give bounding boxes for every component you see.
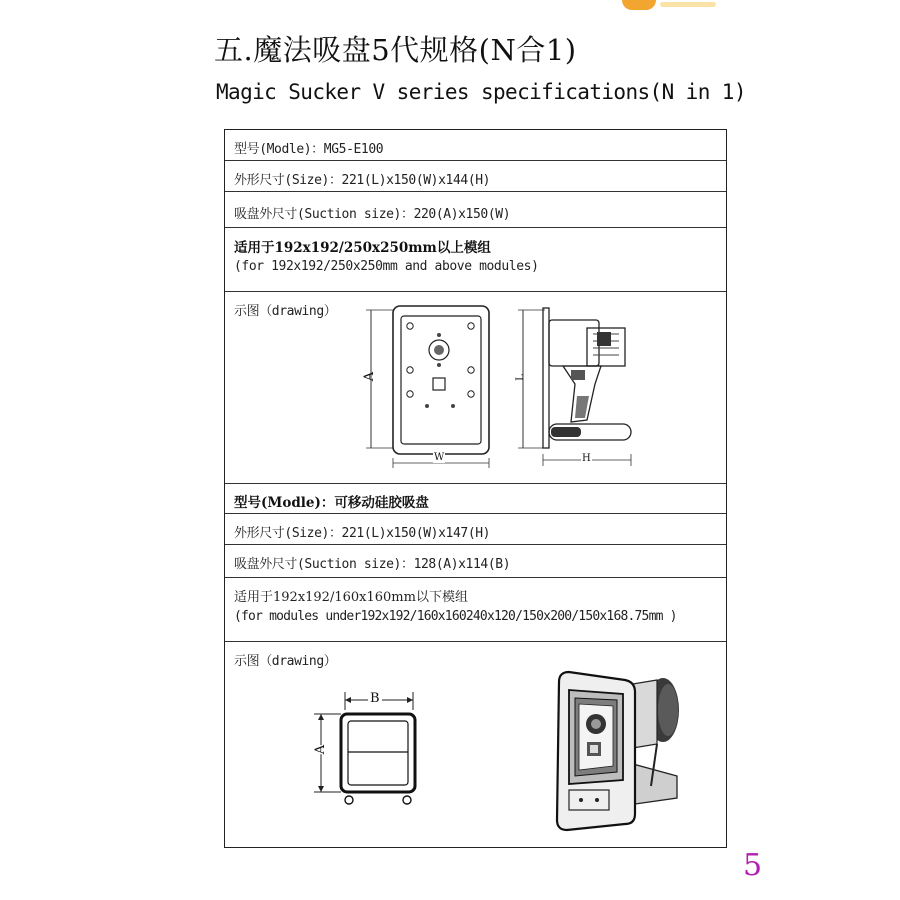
front-width-label: W bbox=[434, 452, 445, 463]
side-depth-label: H bbox=[582, 453, 591, 464]
row-applicable-1 bbox=[225, 228, 726, 292]
corner-watermark bbox=[622, 0, 718, 10]
front-height-label: A bbox=[362, 371, 378, 382]
suction-size-text-2: 吸盘外尺寸(Suction size)：128(A)x114(B) bbox=[234, 557, 511, 572]
drawing-label-2: 示图（drawing） bbox=[234, 654, 337, 669]
row-size-2 bbox=[225, 514, 726, 545]
silicone-height-label: A bbox=[313, 744, 329, 755]
applicable-en-1: (for 192x192/250x250mm and above modules) bbox=[234, 259, 539, 274]
row-drawing-1 bbox=[225, 292, 726, 484]
row-suction-2 bbox=[225, 545, 726, 578]
page-title: 五.魔法吸盘5代规格(N合1) bbox=[214, 33, 577, 67]
side-view-drawing bbox=[515, 300, 645, 470]
row-model-1 bbox=[225, 130, 726, 161]
product-perspective-drawing bbox=[551, 664, 691, 836]
row-drawing-2 bbox=[225, 642, 726, 849]
model-text-2: 型号(Modle)：可移动硅胶吸盘 bbox=[234, 495, 429, 511]
side-height-label: L bbox=[514, 374, 526, 381]
page-number: 5 bbox=[743, 848, 763, 883]
spec-table bbox=[224, 129, 727, 848]
page-subtitle: Magic Sucker V series specifications(N in 1) bbox=[216, 80, 746, 104]
row-model-2 bbox=[225, 484, 726, 514]
suction-size-text-1: 吸盘外尺寸(Suction size)：220(A)x150(W) bbox=[234, 207, 511, 222]
row-size-1 bbox=[225, 161, 726, 192]
front-view-drawing bbox=[363, 298, 503, 468]
size-text-2: 外形尺寸(Size)：221(L)x150(W)x147(H) bbox=[234, 526, 491, 541]
applicable-cn-2: 适用于192x192/160x160mm以下模组 bbox=[234, 590, 468, 605]
drawing-label-1: 示图（drawing） bbox=[234, 304, 337, 319]
model-text-1: 型号(Modle)：MG5-E100 bbox=[234, 142, 384, 157]
size-text-1: 外形尺寸(Size)：221(L)x150(W)x144(H) bbox=[234, 173, 491, 188]
silicone-width-label: B bbox=[370, 691, 380, 706]
row-suction-1 bbox=[225, 192, 726, 228]
row-applicable-2 bbox=[225, 578, 726, 642]
applicable-cn-1: 适用于192x192/250x250mm以上模组 bbox=[234, 240, 491, 256]
applicable-en-2: (for modules under192x192/160x160240x120/150x200/150x168.75mm ) bbox=[234, 609, 677, 624]
